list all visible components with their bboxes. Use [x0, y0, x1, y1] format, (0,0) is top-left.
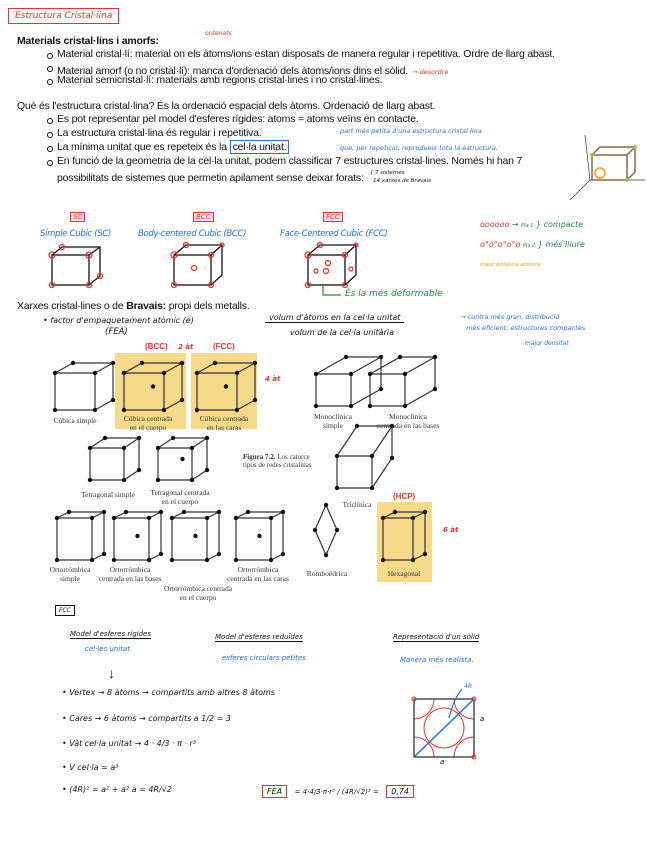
label-4r: 4R — [464, 683, 472, 690]
list-item: Material cristal·lí: material on els àtoms/ions estan disposats de manera regular i repetitiva. Ordre de llarg abast. — [57, 48, 555, 60]
tag: 2 àt — [178, 343, 194, 351]
lattice-atom — [324, 503, 328, 507]
model-sub: Manera més realista. — [400, 656, 474, 664]
note-blue: part més petita d'una estructura cristal·lina — [340, 127, 482, 135]
lattice-atom — [257, 534, 261, 538]
list-item — [57, 141, 289, 153]
lattice-atom — [335, 486, 339, 490]
lattice-caption: Ortorrómbica centrada en las bases — [98, 565, 162, 583]
lattice-atom — [381, 516, 385, 520]
lattice-atom — [269, 558, 273, 562]
fea-note-line: més eficient: estructures compactes. — [466, 324, 588, 332]
lattice-atom — [151, 384, 155, 388]
lattice-atom — [205, 558, 209, 562]
lattice-atom — [393, 510, 397, 514]
fea-value: 0,74 — [386, 785, 414, 798]
label-a: a — [440, 758, 445, 766]
lattice-cell — [122, 361, 184, 412]
fea-box: FEA — [262, 785, 287, 798]
lattice-caption: Tetragonal simple — [81, 490, 135, 499]
fcc-bullet: • V cel·la = a³ — [62, 763, 119, 772]
lattice-cell — [381, 510, 427, 562]
lattice-atom — [122, 446, 126, 450]
lattice-atom — [205, 516, 209, 520]
lattice-atom — [205, 436, 209, 440]
tag-fcc-section: FCC — [55, 605, 75, 616]
lattice-atom — [170, 516, 174, 520]
figure-caption — [243, 453, 313, 469]
lattice-cell — [55, 510, 106, 562]
plane-label: Pla 1 — [521, 223, 534, 229]
bravais-lattices-figure — [0, 335, 460, 585]
lattice-atom — [235, 408, 239, 412]
lattice-atom — [423, 510, 427, 514]
lattice-atom — [349, 404, 353, 408]
cell-label: Face-Centered Cubic (FCC) — [280, 229, 388, 239]
lattice-edges — [90, 438, 139, 480]
lattice-atom — [246, 510, 250, 514]
lattice-atom — [213, 361, 217, 365]
lattice-atom — [111, 361, 115, 365]
highlight-box: cel·la unitat. — [230, 140, 290, 154]
tag: 6 àt — [443, 526, 459, 534]
lattice-caption: Monoclínica simple — [314, 412, 352, 430]
note-disorder: → desordre — [411, 68, 449, 76]
brace-note: 14 xarxes de Bravais — [373, 177, 432, 184]
lattice-atom — [122, 371, 126, 375]
fcc-bullet: • (4R)² = a² + a² a = 4R/√2 — [62, 785, 172, 794]
heading-part: Xarxes cristal·lines o de — [17, 300, 127, 312]
lattice-atom — [55, 516, 59, 520]
lattice-atom — [253, 398, 257, 402]
lattice-atom — [433, 355, 437, 359]
lattice-atom — [111, 398, 115, 402]
atom-row-icon: o°o°o°o°o — [480, 240, 521, 249]
lattice-atom — [217, 510, 221, 514]
lattice-atom — [53, 408, 57, 412]
tag: (FCC) — [213, 342, 235, 351]
arrow-down-icon: ↓ — [108, 665, 115, 681]
list-item: possibilitats de sistemes que permetin apilament sense deixar forats: — [57, 172, 364, 184]
fea-note-line: contra més gran, distribució — [467, 313, 560, 321]
lattice-atom — [135, 534, 139, 538]
lattice-cell — [368, 355, 437, 408]
fea-formula — [262, 781, 414, 799]
lattice-atom — [147, 516, 151, 520]
fea-abbr: (FEA) — [105, 327, 128, 337]
stack-note: compacte — [543, 220, 584, 229]
lattice-atom — [433, 387, 437, 391]
lattice-caption: Monoclínica centrada en las bases — [376, 412, 440, 430]
lattice-atom — [313, 528, 317, 532]
lattice-atom — [93, 371, 97, 375]
lattice-caption: Cúbica centrada en el cuerpo — [123, 414, 173, 432]
lattice-cell — [335, 424, 394, 490]
lattice-cell — [156, 436, 209, 482]
list-item: Es pot representar pel model d'esferes rígides: atoms = atoms veïns en contacte. — [57, 113, 419, 125]
lattice-atom — [88, 446, 92, 450]
lattice-atom — [281, 510, 285, 514]
lattice-atom — [102, 552, 106, 556]
lattice-atom — [180, 398, 184, 402]
heading-part: Bravais: — [126, 300, 167, 312]
lattice-caption: Ortorrómbica centrada en el cuerpo — [163, 584, 233, 602]
list-item: La estructura cristal·lina és regular i repetitiva. — [57, 127, 262, 139]
lattice-atom — [190, 446, 194, 450]
lattice-atom — [156, 478, 160, 482]
lattice-cell — [88, 436, 141, 482]
note-ordered: ordenats — [205, 30, 232, 37]
lattice-atom — [349, 372, 353, 376]
lattice-atom — [162, 371, 166, 375]
atom-row-icon: oooooo — [480, 220, 510, 229]
lattice-atom — [180, 361, 184, 365]
section-heading — [17, 300, 250, 312]
lattice-edges — [316, 357, 381, 406]
figure-title: Figura 7.2. — [243, 453, 276, 461]
figure-text: Los catorce tipos de redes cristalinas — [243, 453, 312, 469]
lattice-atom — [170, 558, 174, 562]
bcc-cube-diagram — [172, 243, 252, 303]
section-heading: Materials cristal·lins i amorfs: — [17, 35, 159, 47]
model-sub: cel·les unitat — [85, 645, 131, 653]
lattice-atom — [335, 528, 339, 532]
list-item: Material semicristal·lí: materials amb regions cristal·lines i no cristal·lines. — [57, 74, 383, 86]
lattice-caption: Ortorrómbica simple — [49, 565, 91, 583]
lattice-atom — [156, 446, 160, 450]
lattice-atom — [180, 457, 184, 461]
lattice-atom — [137, 468, 141, 472]
lattice-atom — [314, 404, 318, 408]
model-heading: Model d'esferes rígides — [70, 630, 151, 638]
fea-note-density: major densitat — [525, 340, 569, 347]
lattice-atom — [140, 361, 144, 365]
model-heading: Model d'esferes reduïdes — [215, 633, 303, 641]
lattice-atom — [224, 384, 228, 388]
fea-label: • factor d'empaquetament atòmic (e) — [43, 316, 194, 325]
cell-label: Simple Cubic (SC) — [40, 229, 112, 239]
unit-cell-axes-diagram — [580, 135, 640, 205]
list-item: Material amorf (o no cristal·lí): manca d'ordenació dels àtoms/ions dins el sòlid. — [57, 65, 408, 77]
lattice-atom — [234, 516, 238, 520]
lattice-atom — [124, 510, 128, 514]
model-heading: Representació d'un sòlid — [393, 633, 480, 641]
lattice-atom — [403, 404, 407, 408]
lattice-caption: Romboédrica — [306, 569, 348, 578]
lattice-atom — [379, 387, 383, 391]
fea-note: → contra més gran, distribució més eficient: estructures compactes. — [460, 313, 588, 332]
note-disorder-text: desordre — [419, 68, 449, 76]
tag-sc: SC — [70, 212, 85, 222]
lattice-atom — [195, 408, 199, 412]
lattice-edges — [315, 505, 337, 555]
fea-denominator: volum de la cel·la unitària — [290, 328, 395, 337]
tag-bcc: BCC — [193, 212, 214, 222]
note-orange: major distància atòmica — [480, 262, 541, 268]
lattice-atom — [253, 361, 257, 365]
lattice-atom — [159, 552, 163, 556]
lattice-atom — [147, 558, 151, 562]
lattice-atom — [182, 510, 186, 514]
lattice-caption: Hexagonal — [387, 569, 421, 578]
lattice-atom — [159, 510, 163, 514]
lattice-atom — [335, 454, 339, 458]
lattice-atom — [344, 355, 348, 359]
lattice-atom — [122, 408, 126, 412]
note-deformable: És la més deformable — [345, 289, 443, 299]
lattice-caption: Triclínica — [342, 500, 372, 509]
fea-numerator: volum d'àtoms en la cel·la unitat — [265, 313, 404, 323]
model-sub: esferes circulars petites — [222, 654, 306, 662]
brace-note: 7 sistemes — [374, 169, 405, 176]
lattice-atom — [90, 558, 94, 562]
lattice-atom — [195, 371, 199, 375]
tag: (BCC) — [145, 342, 168, 351]
lattice-atom — [217, 552, 221, 556]
lattice-atom — [390, 456, 394, 460]
tag-fcc: FCC — [323, 212, 343, 222]
list-item-text: La mínima unitat que es repeteix és la — [57, 141, 227, 153]
lattice-edges — [55, 363, 113, 410]
lattice-atom — [370, 454, 374, 458]
stack-loose: o°o°o°o°o Pla 2 } més lliure — [480, 240, 585, 249]
fea-expression: = 4·4/3·π·r³ / (4R/√2)³ = — [294, 788, 379, 796]
lattice-atom — [122, 478, 126, 482]
fcc-bullet: • Vertex → 8 àtoms → compartits amb altres 8 àtoms — [62, 688, 275, 697]
stack-compact: oooooo → Pla 1 } compacte — [480, 220, 584, 229]
lattice-cell — [234, 510, 285, 562]
lattice-atom — [90, 516, 94, 520]
lattice-atom — [370, 486, 374, 490]
lattice-caption: Cúbica centrada en las caras — [199, 414, 249, 432]
lattice-atom — [324, 553, 328, 557]
lattice-edges — [57, 512, 104, 560]
lattice-cell — [53, 361, 115, 412]
lattice-atom — [103, 436, 107, 440]
lattice-atom — [368, 372, 372, 376]
lattice-atom — [93, 408, 97, 412]
label-a: a — [480, 715, 485, 723]
lattice-atom — [398, 355, 402, 359]
page-title: Estructura Cristal·lina — [8, 8, 119, 24]
lattice-atom — [411, 558, 415, 562]
lattice-cell — [195, 361, 257, 412]
lattice-atom — [381, 558, 385, 562]
note-blue: que, per repetició, reprodueix tota la estructura. — [340, 144, 498, 152]
lattice-edges — [370, 357, 435, 406]
plane-label: Pla 2 — [523, 243, 536, 249]
lattice-atom — [112, 516, 116, 520]
lattice-caption: Cúbica simple — [53, 416, 97, 425]
lattice-atom — [403, 372, 407, 376]
lattice-atom — [88, 478, 92, 482]
list-item-row — [57, 168, 431, 186]
fcc-bullet: • Vàt cel·la unitat → 4 · 4/3 · π · r³ — [62, 739, 197, 748]
lattice-atom — [411, 516, 415, 520]
lattice-atom — [368, 404, 372, 408]
lattice-atom — [235, 371, 239, 375]
lattice-atom — [205, 468, 209, 472]
lattice-atom — [355, 424, 359, 428]
heading-part: propi dels metalls. — [166, 300, 250, 312]
lattice-atom — [193, 534, 197, 538]
brace-notes: { 7 sistemes 14 xarxes de Bravais — [369, 169, 432, 184]
lattice-edges — [383, 512, 425, 560]
section-heading: Què és l'estructura cristal·lina? És la ordenació espacial dels àtoms. Ordenació de llarg abast. — [17, 100, 436, 112]
lattice-cell — [170, 510, 221, 562]
lattice-atom — [67, 510, 71, 514]
lattice-atom — [137, 436, 141, 440]
lattice-atom — [379, 355, 383, 359]
list-item: En funció de la geometria de la cel·la unitat, podem classificar 7 estructures cristal·lines. Només hi han 7 — [57, 155, 523, 167]
lattice-atom — [269, 516, 273, 520]
lattice-atom — [162, 408, 166, 412]
lattice-atom — [281, 552, 285, 556]
lattice-atom — [55, 558, 59, 562]
lattice-atom — [190, 478, 194, 482]
fcc-face-diagram — [414, 693, 484, 763]
lattice-caption: Ortorrómbica centrada en las caras — [227, 565, 289, 583]
lattice-atom — [102, 510, 106, 514]
lattice-atom — [234, 558, 238, 562]
lattice-cell — [314, 355, 383, 408]
lattice-cell — [112, 510, 163, 562]
sc-cube-diagram — [50, 245, 130, 305]
tag: (HCP) — [393, 492, 416, 501]
lattice-edges — [337, 426, 392, 488]
lattice-atom — [423, 552, 427, 556]
lattice-atom — [71, 361, 75, 365]
fcc-bullet: • Cares → 6 àtoms → compartits a 1/2 = 3 — [62, 714, 231, 723]
lattice-atom — [112, 558, 116, 562]
lattice-cell — [313, 503, 339, 557]
cell-label: Body-centered Cubic (BCC) — [138, 229, 247, 239]
lattice-atom — [314, 372, 318, 376]
tag: 4 àt — [265, 375, 281, 383]
stack-note: més lliure — [545, 240, 585, 249]
lattice-atom — [53, 371, 57, 375]
lattice-atom — [171, 436, 175, 440]
lattice-caption: Tetragonal centrada en el cuerpo — [150, 488, 210, 506]
